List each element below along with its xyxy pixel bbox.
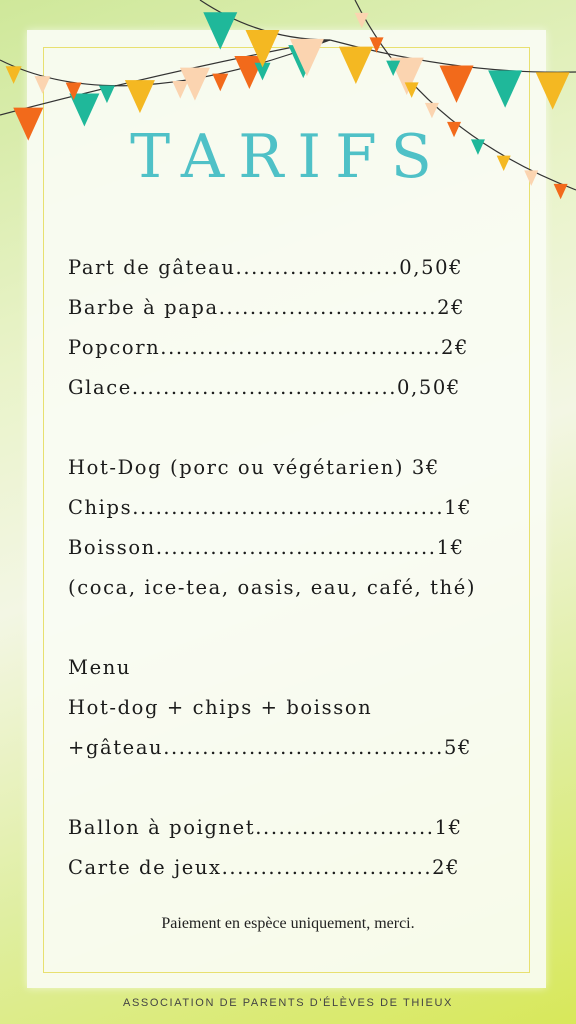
bunting-flag [488,70,522,107]
price-row: Carte de jeux...........................2€ [68,856,461,879]
price-row: Chips........................................1€ [68,496,473,519]
bunting-flag [203,12,237,49]
price-row: Hot-Dog (porc ou végétarien) 3€ [68,456,440,479]
price-row: Boisson....................................1€ [68,536,465,559]
price-row: (coca, ice-tea, oasis, eau, café, thé) [68,576,477,599]
price-list [68,248,498,888]
bunting-flag [339,47,373,84]
price-row: Popcorn....................................2€ [68,336,470,359]
payment-note: Paiement en espèce uniquement, merci. [161,915,415,932]
bunting-flag [35,76,51,94]
section-spacer [68,768,498,808]
price-row: Barbe à papa............................2€ [68,296,466,319]
bunting-flag [440,66,474,103]
price-row: Glace..................................0,50€ [68,376,461,399]
price-row: Hot-dog + chips + boisson [68,696,373,719]
bunting-flag [99,85,115,103]
bunting-flag [6,66,22,84]
price-row: +gâteau....................................5€ [68,736,472,759]
price-row: Menu [68,656,132,679]
section-spacer [68,608,498,648]
association-footer: ASSOCIATION DE PARENTS D'ÉLÈVES DE THIEUX [123,997,453,1009]
price-row: Part de gâteau.....................0,50€ [68,256,464,279]
page-title: TARIFS [130,122,446,192]
bunting-flag [172,81,188,99]
price-row: Ballon à poignet.......................1€ [68,816,463,839]
bunting-flag [536,72,570,109]
bunting-flag [212,74,228,92]
section-spacer [68,408,498,448]
bunting-flag [425,103,439,118]
